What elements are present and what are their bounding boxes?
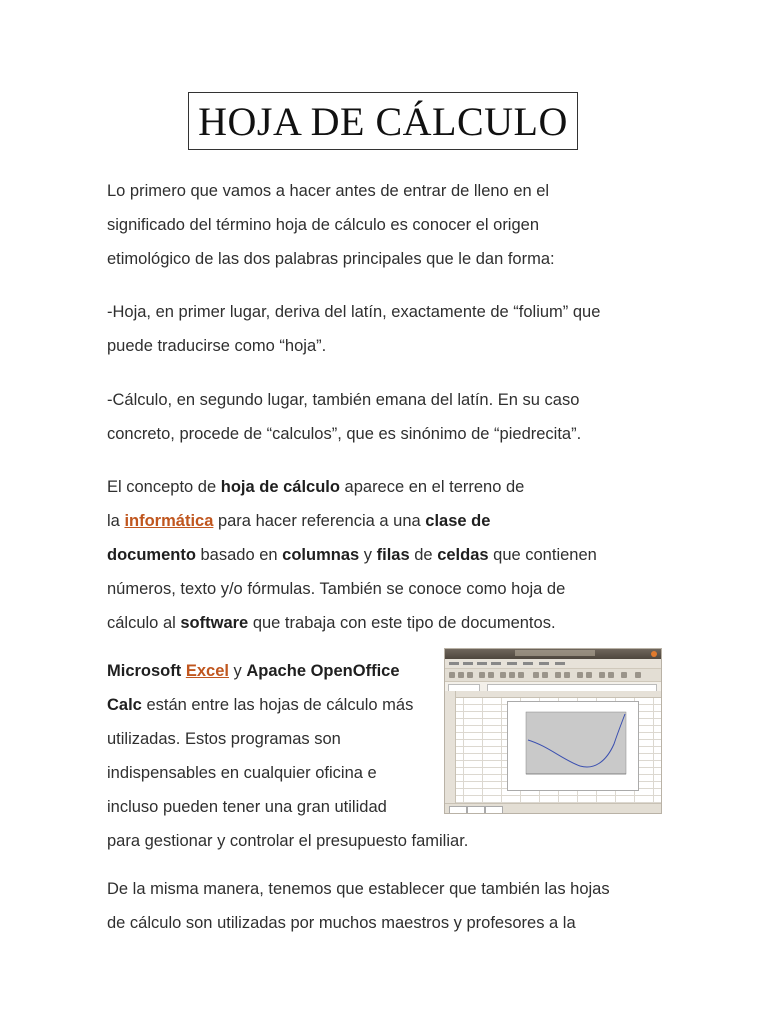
column-header [445, 691, 661, 698]
bold-term: hoja de cálculo [220, 478, 340, 496]
text: basado en [195, 546, 283, 564]
text: y [359, 546, 377, 564]
bold-term: clase de [425, 512, 491, 530]
text: que trabaja con este tipo de documentos. [248, 614, 556, 632]
paragraph-hoja [107, 295, 667, 363]
text-line: puede traducirse como “hoja”. [107, 337, 327, 355]
text-line: -Hoja, en primer lugar, deriva del latín, exactamente de “folium” que [107, 303, 601, 321]
toolbar [445, 669, 661, 682]
text-line: de cálculo son utilizadas por muchos maestros y profesores a la [107, 914, 576, 932]
text-line [107, 470, 667, 504]
embedded-chart [507, 701, 639, 791]
text-line: indispensables en cualquier oficina e [107, 764, 377, 782]
text-line [107, 504, 667, 538]
text-line: para gestionar y controlar el presupuesto familiar. [107, 832, 469, 850]
text: de [409, 546, 438, 564]
bold-term: Calc [107, 696, 142, 714]
paragraph-intro [107, 174, 667, 276]
close-icon [651, 651, 657, 657]
chart-plot [508, 702, 638, 790]
text: están entre las hojas de cálculo más [141, 696, 414, 714]
text-line [107, 538, 667, 572]
paragraph-maestros [107, 872, 667, 940]
text-line: utilizadas. Estos programas son [107, 730, 341, 748]
text: para hacer referencia a una [213, 512, 426, 530]
text-line: De la misma manera, tenemos que establecer que también las hojas [107, 880, 610, 898]
excel-link[interactable]: Excel [185, 662, 229, 680]
text: cálculo al [107, 614, 181, 632]
sheet-tabs [445, 803, 661, 814]
text-line [107, 606, 667, 640]
title-box [188, 92, 578, 150]
bold-term: celdas [437, 546, 489, 564]
text: El concepto de [107, 478, 221, 496]
menu-bar [445, 659, 661, 669]
page-title: HOJA DE CÁLCULO [198, 98, 568, 144]
row-header [445, 691, 456, 803]
bold-term: documento [107, 546, 196, 564]
paragraph-calculo [107, 383, 667, 451]
text: que contienen [488, 546, 597, 564]
bold-term: columnas [282, 546, 360, 564]
spreadsheet-screenshot-image [444, 648, 662, 814]
bold-term: filas [376, 546, 410, 564]
text-line: -Cálculo, en segundo lugar, también emana del latín. En su caso [107, 391, 580, 409]
window-title-placeholder [515, 650, 595, 656]
paragraph-concepto [107, 470, 667, 640]
text: aparece en el terreno de [339, 478, 525, 496]
text-line: incluso pueden tener una gran utilidad [107, 798, 387, 816]
text-line: etimológico de las dos palabras principales que le dan forma: [107, 250, 555, 268]
text: la [107, 512, 125, 530]
bold-term: Apache OpenOffice [246, 662, 400, 680]
informatica-link[interactable]: informática [124, 512, 214, 530]
text-line: significado del término hoja de cálculo es conocer el origen [107, 216, 540, 234]
window-titlebar [445, 649, 661, 659]
bold-term: Microsoft [107, 662, 186, 680]
text: y [228, 662, 247, 680]
bold-term: software [180, 614, 249, 632]
text-line: concreto, procede de “calculos”, que es sinónimo de “piedrecita”. [107, 425, 582, 443]
text-line: Lo primero que vamos a hacer antes de entrar de lleno en el [107, 182, 550, 200]
text-line: números, texto y/o fórmulas. También se conoce como hoja de [107, 580, 566, 598]
